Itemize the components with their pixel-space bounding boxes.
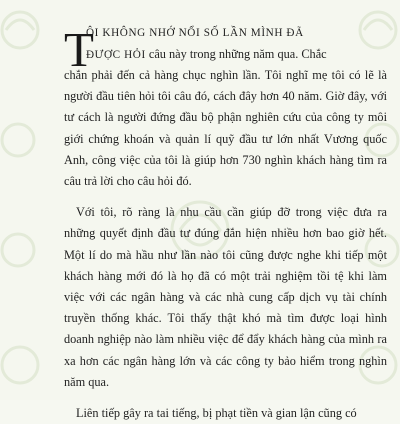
- lead-line-1: ÔI KHÔNG NHỚ NỔI SỐ LẦN MÌNH ĐÃ: [86, 27, 304, 39]
- paragraph-1-body: chắn phải đến cả hàng chục nghìn lần. Tôi nghĩ mẹ tôi có lẽ là người đầu tiên hỏi tôi câu đó, cách đây hơn 40 năm. Giờ đây, với tư cách là người đứng đầu bộ phận nghiên cứu của công ty môi giới chứng khoán và quản lí quỹ đầu tư lớn nhất Vương quốc Anh, công việc của tôi là giúp hơn 730 nghìn khách hàng tìm ra câu trả lời cho câu hỏi đó.: [64, 68, 387, 189]
- body-text: [64, 22, 387, 424]
- drop-cap: T: [64, 22, 94, 77]
- paragraph-1: [64, 22, 387, 192]
- lead-line-2-caps: ĐƯỢC HỎI: [86, 49, 146, 61]
- lead-line-2: [64, 43, 387, 66]
- paragraph-3: Liên tiếp gây ra tai tiếng, bị phạt tiền và gian lận cũng có: [76, 406, 357, 421]
- lead-line-2-rest: câu này trong những năm qua. Chắc: [145, 47, 327, 61]
- paragraph-2: Với tôi, rõ ràng là nhu cầu cần giúp đỡ trong việc đưa ra những quyết định đầu tư đúng đắn hiện nhiều hơn bao giờ hết. Một lí do mà hầu như lần nào tôi cũng được nghe khi tiếp một khách hàng mới đó là họ đã có một trải nghiệm tồi tệ khi làm việc với các ngân hàng và các nhà cung cấp dịch vụ tài chính truyền thống khác. Tôi thấy thật khó mà tìm được loại hình doanh nghiệp nào làm nhiều việc để đẩy khách hàng của mình ra xa hơn các ngân hàng lớn và các công ty bảo hiểm trong nghìn năm qua.: [64, 205, 387, 389]
